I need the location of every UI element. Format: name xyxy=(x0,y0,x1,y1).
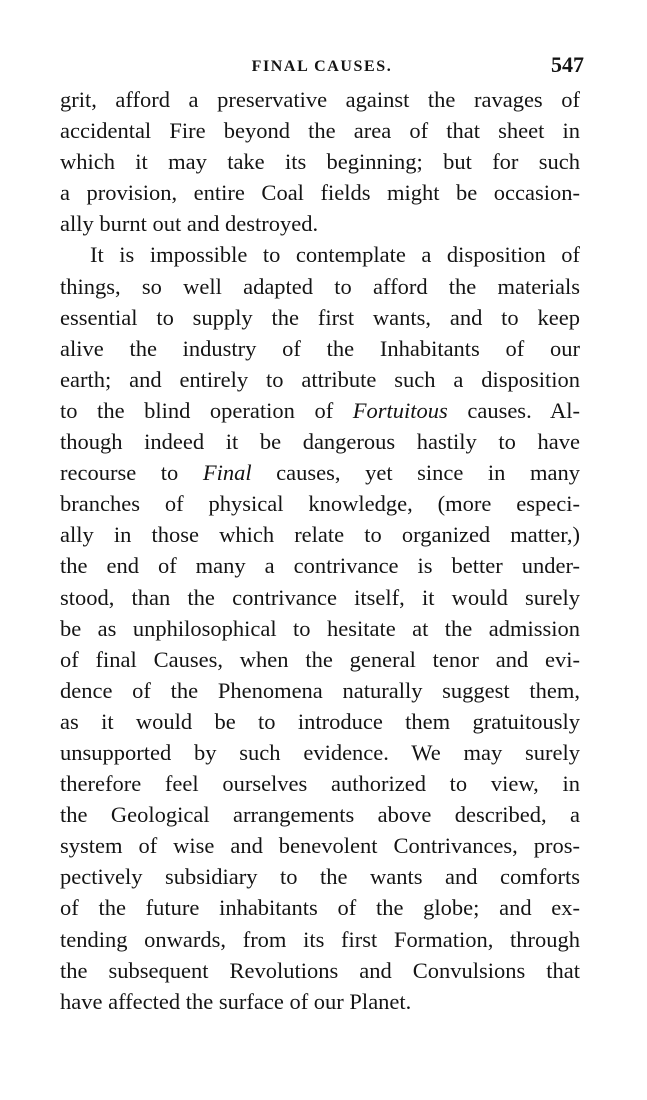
text-line: of the future inhabitants of the globe; and ex- xyxy=(60,895,580,921)
text-segment: causes. Al- xyxy=(447,397,580,423)
italic-term: Final xyxy=(202,460,252,486)
text-line: accidental Fire beyond the area of that sheet in xyxy=(60,118,580,144)
text-line: stood, than the contrivance itself, it would surely xyxy=(60,584,580,610)
running-head-title: FINAL CAUSES. xyxy=(251,58,393,75)
text-line: system of wise and benevolent Contrivances, pros- xyxy=(60,833,580,859)
text-segment: to the blind operation of xyxy=(60,397,353,423)
text-line: tending onwards, from its first Formation, through xyxy=(60,926,580,952)
text-line: things, so well adapted to afford the materials xyxy=(60,273,580,299)
body-text xyxy=(60,84,580,1017)
text-line: grit, afford a preservative against the ravages of xyxy=(60,87,580,112)
text-line: alive the industry of the Inhabitants of our xyxy=(60,335,580,361)
text-line: It is impossible to contemplate a disposition of xyxy=(90,242,580,268)
text-line: of final Causes, when the general tenor and evi- xyxy=(60,646,580,672)
text-line: though indeed it be dangerous hastily to have xyxy=(60,429,580,455)
text-line: as it would be to introduce them gratuitously xyxy=(60,708,580,734)
text-line: the subsequent Revolutions and Convulsions that xyxy=(60,957,580,983)
italic-term: Fortuitous xyxy=(352,397,448,423)
text-line xyxy=(60,457,580,488)
text-segment: recourse to xyxy=(60,460,203,486)
text-line: branches of physical knowledge, (more especi- xyxy=(60,491,580,517)
text-line: which it may take its beginning; but for such xyxy=(60,149,580,175)
text-line: ally in those which relate to organized matter,) xyxy=(60,522,580,548)
text-line: the end of many a contrivance is better under- xyxy=(60,553,580,579)
text-line: the Geological arrangements above described, a xyxy=(60,802,580,828)
text-line: a provision, entire Coal fields might be occasion- xyxy=(60,180,580,206)
text-line: earth; and entirely to attribute such a disposition xyxy=(60,366,580,392)
text-line: pectively subsidiary to the wants and comforts xyxy=(60,864,580,890)
text-line: ally burnt out and destroyed. xyxy=(60,211,319,237)
text-line: unsupported by such evidence. We may surely xyxy=(60,739,580,765)
text-line xyxy=(60,395,580,426)
text-line: dence of the Phenomena naturally suggest them, xyxy=(60,677,580,703)
text-line: be as unphilosophical to hesitate at the admission xyxy=(60,615,580,641)
text-line: essential to supply the first wants, and to keep xyxy=(60,304,580,330)
page-number: 547 xyxy=(551,52,584,77)
text-segment: causes, yet since in many xyxy=(251,460,580,486)
running-head xyxy=(60,52,584,82)
text-line: therefore feel ourselves authorized to view, in xyxy=(60,771,580,797)
text-line: have affected the surface of our Planet. xyxy=(60,988,412,1014)
